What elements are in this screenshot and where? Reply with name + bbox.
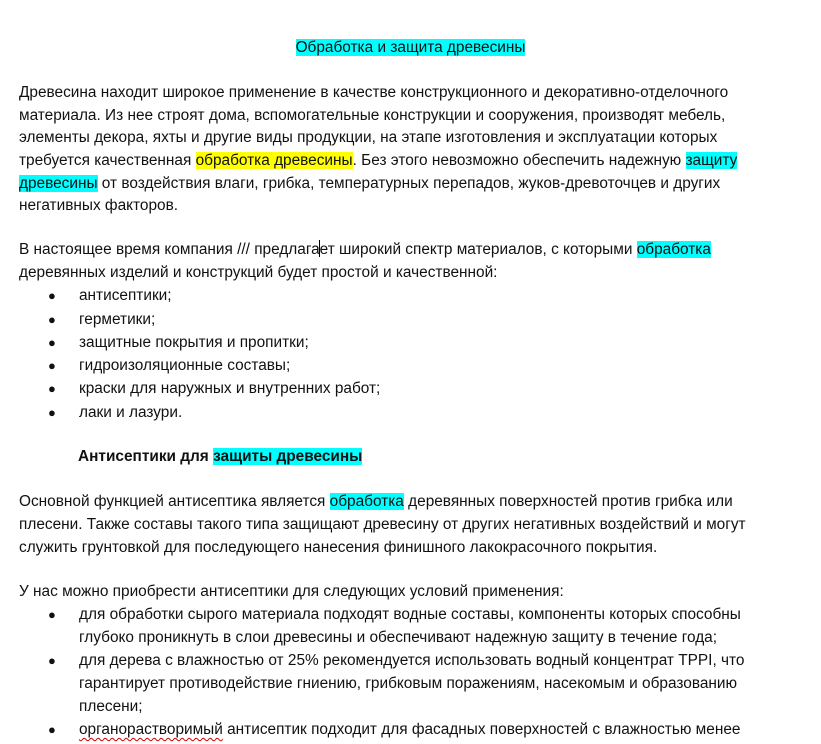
list2-item-1-line-1: для обработки сырого материала подходят водные составы, компоненты которых способны bbox=[79, 606, 741, 623]
intro-text: . Без этого невозможно обеспечить надежную bbox=[352, 152, 686, 169]
intro-text: от воздействия влаги, грибка, температурных перепадов, жуков-древоточцев и других bbox=[97, 175, 721, 192]
bullet-icon: ● bbox=[48, 405, 56, 420]
list1-item: гидроизоляционные составы; bbox=[79, 357, 291, 374]
para3-line-2: плесени. Также составы такого типа защищают древесину от других негативных воздействий и могут bbox=[19, 516, 746, 533]
para2-text: ет широкий спектр материалов, с которыми bbox=[319, 241, 637, 258]
bullet-icon: ● bbox=[48, 381, 56, 396]
spellcheck-word[interactable]: органорастворимый bbox=[79, 721, 223, 738]
highlight-yellow: обработка древесины bbox=[195, 152, 353, 169]
para2-text: В настоящее время компания /// предлага bbox=[19, 241, 320, 258]
intro-line-2: материала. Из нее строят дома, вспомогательные конструкции и сооружения, производят мебель, bbox=[19, 107, 726, 124]
heading-text: Антисептики для bbox=[78, 448, 214, 465]
document-title bbox=[0, 37, 821, 59]
intro-line-1: Древесина находит широкое применение в качестве конструкционного и декоративно-отделочного bbox=[19, 84, 729, 101]
para2-line-1[interactable] bbox=[19, 239, 711, 261]
intro-line-4 bbox=[19, 150, 737, 172]
para3-text: деревянных поверхностей против грибка или bbox=[403, 493, 733, 510]
bullet-icon: ● bbox=[48, 288, 56, 303]
highlight-cyan: древесины bbox=[19, 175, 98, 192]
bullet-icon: ● bbox=[48, 312, 56, 327]
bullet-icon: ● bbox=[48, 335, 56, 350]
list1-item: защитные покрытия и пропитки; bbox=[79, 334, 309, 351]
para3-line-3: служить грунтовкой для последующего нанесения финишного лакокрасочного покрытия. bbox=[19, 539, 658, 556]
highlight-cyan: обработка bbox=[636, 241, 711, 258]
list1-item: антисептики; bbox=[79, 287, 172, 304]
para2-line-2: деревянных изделий и конструкций будет простой и качественной: bbox=[19, 264, 498, 281]
highlight-cyan: защиты древесины bbox=[213, 448, 363, 465]
intro-line-3: элементы декора, яхты и другие виды продукции, на этапе изготовления и эксплуатации которых bbox=[19, 129, 718, 146]
bullet-icon: ● bbox=[48, 653, 56, 668]
intro-line-5 bbox=[19, 173, 720, 195]
title-highlight: Обработка и защита древесины bbox=[295, 39, 526, 56]
intro-text: требуется качественная bbox=[19, 152, 196, 169]
list1-item: герметики; bbox=[79, 311, 156, 328]
bullet-icon: ● bbox=[48, 722, 56, 737]
para4-line-1: У нас можно приобрести антисептики для следующих условий применения: bbox=[19, 583, 564, 600]
list2-item-3-line-1 bbox=[79, 719, 740, 741]
list2-text: антисептик подходит для фасадных поверхностей с влажностью менее bbox=[222, 721, 741, 738]
para3-line-1 bbox=[19, 491, 733, 513]
list2-item-1-line-2: глубоко проникнуть в слои древесины и обеспечивают надежную защиту в течение года; bbox=[79, 629, 718, 646]
highlight-cyan: обработка bbox=[329, 493, 404, 510]
bullet-icon: ● bbox=[48, 607, 56, 622]
intro-line-6: негативных факторов. bbox=[19, 197, 179, 214]
list2-item-2-line-2: гарантирует противодействие гниению, грибковым поражениям, насекомым и образованию bbox=[79, 675, 738, 692]
list1-item: лаки и лазури. bbox=[79, 404, 183, 421]
list2-item-2-line-3: плесени; bbox=[79, 698, 143, 715]
highlight-cyan: защиту bbox=[685, 152, 738, 169]
bullet-icon: ● bbox=[48, 358, 56, 373]
list1-item: краски для наружных и внутренних работ; bbox=[79, 380, 381, 397]
section-heading bbox=[78, 446, 362, 468]
para3-text: Основной функцией антисептика является bbox=[19, 493, 330, 510]
list2-item-2-line-1: для дерева с влажностью от 25% рекомендуется использовать водный концентрат ТРРI, что bbox=[79, 652, 745, 669]
